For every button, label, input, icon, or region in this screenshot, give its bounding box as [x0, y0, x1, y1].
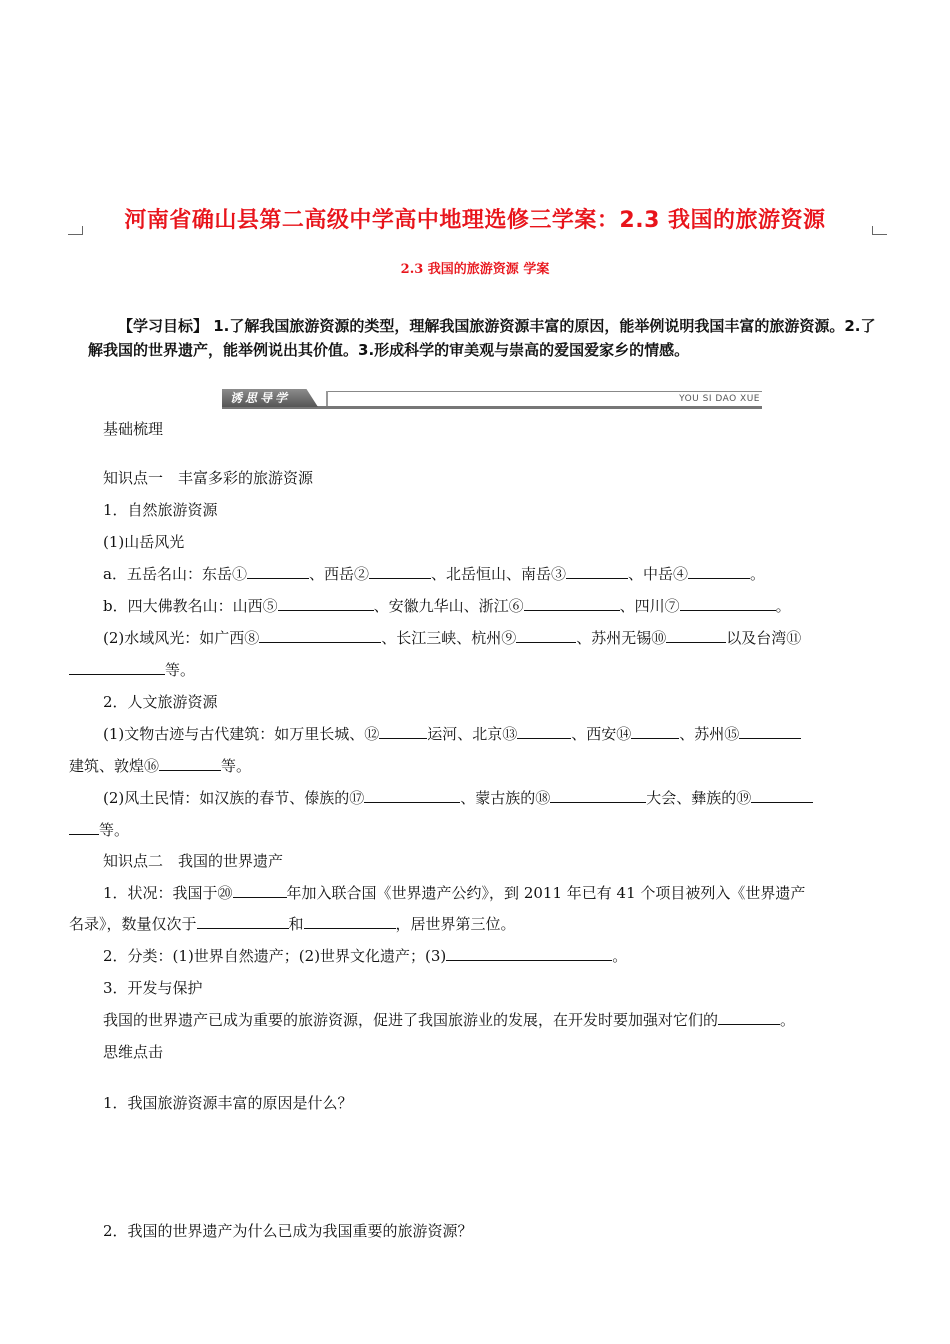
heritage-classification-line — [103, 945, 627, 967]
blank-category[interactable] — [446, 945, 612, 961]
relics-text-5: 建筑、敦煌⑯ — [69, 757, 160, 775]
status-text-2: 年加入联合国《世界遗产公约》，到 2011 年已有 41 个项目被列入《世界遗产 — [286, 884, 806, 902]
document-title: 河南省确山县第二高级中学高中地理选修三学案：2.3 我国的旅游资源 — [124, 208, 826, 233]
five-mountains-text-3: 、北岳恒山、南岳③ — [430, 565, 566, 583]
mountain-scenery-heading: (1)山岳风光 — [103, 533, 185, 551]
heritage-status-line — [103, 882, 805, 904]
blank-16[interactable] — [159, 755, 221, 771]
banner-label: 诱思导学 — [230, 391, 291, 405]
blank-17[interactable] — [364, 787, 460, 803]
relics-text-4: 、苏州⑮ — [679, 725, 740, 743]
blank-19[interactable] — [751, 787, 813, 803]
blank-1[interactable] — [247, 563, 309, 579]
basic-review-heading: 基础梳理 — [103, 420, 164, 438]
customs-line-2 — [69, 819, 129, 841]
learning-objectives: 【学习目标】 1.了解我国旅游资源的类型，理解我国旅游资源丰富的原因，能举例说明我国丰富的旅游资源。2.了解我国的世界遗产，能举例说出其价值。3.形成科学的审美观与崇高的爱国爱家乡的情感。 — [88, 317, 876, 359]
question-1: 1．我国旅游资源丰富的原因是什么？ — [103, 1094, 353, 1112]
water-scenery-line — [103, 627, 801, 649]
water-text-5: 等。 — [165, 661, 196, 679]
customs-text-3: 大会、彝族的⑲ — [646, 789, 752, 807]
question-2: 2．我国的世界遗产为什么已成为我国重要的旅游资源？ — [103, 1222, 473, 1240]
blank-15[interactable] — [739, 723, 801, 739]
relics-text-2: 运河、北京⑬ — [427, 725, 518, 743]
status-text-3: 名录》，数量仅次于 — [69, 915, 197, 933]
water-text-3: 、苏州无锡⑩ — [576, 629, 667, 647]
section-banner — [222, 388, 762, 410]
banner-top-line — [326, 391, 762, 392]
classify-text-1: 2．分类：(1)世界自然遗产；(2)世界文化遗产；(3) — [103, 947, 447, 965]
blank-10[interactable] — [666, 627, 726, 643]
blank-6[interactable] — [524, 595, 620, 611]
five-mountains-text-2: 、西岳② — [308, 565, 369, 583]
blank-2[interactable] — [369, 563, 431, 579]
buddhist-text-4: 。 — [775, 597, 791, 615]
buddhist-mountains-line — [103, 595, 791, 617]
five-mountains-text-5: 。 — [750, 565, 766, 583]
blank-9[interactable] — [516, 627, 576, 643]
status-text-1: 1．状况：我国于⑳ — [103, 884, 233, 902]
customs-text-2: 、蒙古族的⑱ — [460, 789, 551, 807]
water-text-4: 以及台湾⑪ — [726, 629, 802, 647]
blank-11[interactable] — [69, 659, 165, 675]
development-text-1: 我国的世界遗产已成为重要的旅游资源，促进了我国旅游业的发展，在开发时要加强对它们的 — [103, 1011, 719, 1029]
blank-12[interactable] — [379, 723, 427, 739]
buddhist-text-2: 、安徽九华山、浙江⑥ — [373, 597, 524, 615]
buddhist-text-3: 、四川⑦ — [619, 597, 680, 615]
development-text-2: 。 — [780, 1011, 796, 1029]
heritage-status-line-2 — [69, 913, 516, 935]
blank-country-2[interactable] — [304, 913, 396, 929]
relics-text-6: 等。 — [221, 757, 252, 775]
natural-resources-heading: 1．自然旅游资源 — [103, 501, 218, 519]
blank-country-1[interactable] — [197, 913, 289, 929]
banner-pinyin: YOU SI DAO XUE — [679, 394, 760, 404]
water-text-1: (2)水域风光：如广西⑧ — [103, 629, 260, 647]
banner-separator — [326, 391, 328, 406]
water-scenery-line-2 — [69, 659, 195, 681]
five-mountains-text-1: a．五岳名山：东岳① — [103, 565, 247, 583]
thinking-heading: 思维点击 — [103, 1043, 164, 1061]
customs-text-4: 等。 — [99, 821, 130, 839]
buddhist-text-1: b．四大佛教名山：山西⑤ — [103, 597, 278, 615]
blank-19-cont[interactable] — [69, 819, 99, 835]
development-text-line — [103, 1009, 795, 1031]
blank-3[interactable] — [566, 563, 628, 579]
blank-8[interactable] — [259, 627, 381, 643]
classify-text-2: 。 — [612, 947, 628, 965]
blank-20[interactable] — [233, 882, 287, 898]
relics-text-1: (1)文物古迹与古代建筑：如万里长城、⑫ — [103, 725, 380, 743]
relics-line — [103, 723, 801, 745]
document-subtitle: 2.3 我国的旅游资源 学案 — [400, 262, 550, 277]
blank-4[interactable] — [688, 563, 750, 579]
five-mountains-line — [103, 563, 765, 585]
customs-text-1: (2)风土民情：如汉族的春节、傣族的⑰ — [103, 789, 365, 807]
knowledge-point-2: 知识点二 我国的世界遗产 — [103, 852, 284, 870]
blank-protection[interactable] — [718, 1009, 780, 1025]
customs-line — [103, 787, 813, 809]
blank-18[interactable] — [550, 787, 646, 803]
development-heading: 3．开发与保护 — [103, 979, 203, 997]
status-text-4: 和 — [288, 915, 304, 933]
knowledge-point-1: 知识点一 丰富多彩的旅游资源 — [103, 469, 314, 487]
blank-7[interactable] — [680, 595, 776, 611]
five-mountains-text-4: 、中岳④ — [627, 565, 688, 583]
relics-line-2 — [69, 755, 251, 777]
blank-13[interactable] — [517, 723, 571, 739]
water-text-2: 、长江三峡、杭州⑨ — [381, 629, 517, 647]
blank-5[interactable] — [278, 595, 374, 611]
cultural-resources-heading: 2．人文旅游资源 — [103, 693, 218, 711]
relics-text-3: 、西安⑭ — [571, 725, 632, 743]
blank-14[interactable] — [631, 723, 679, 739]
status-text-5: ，居世界第三位。 — [395, 915, 516, 933]
